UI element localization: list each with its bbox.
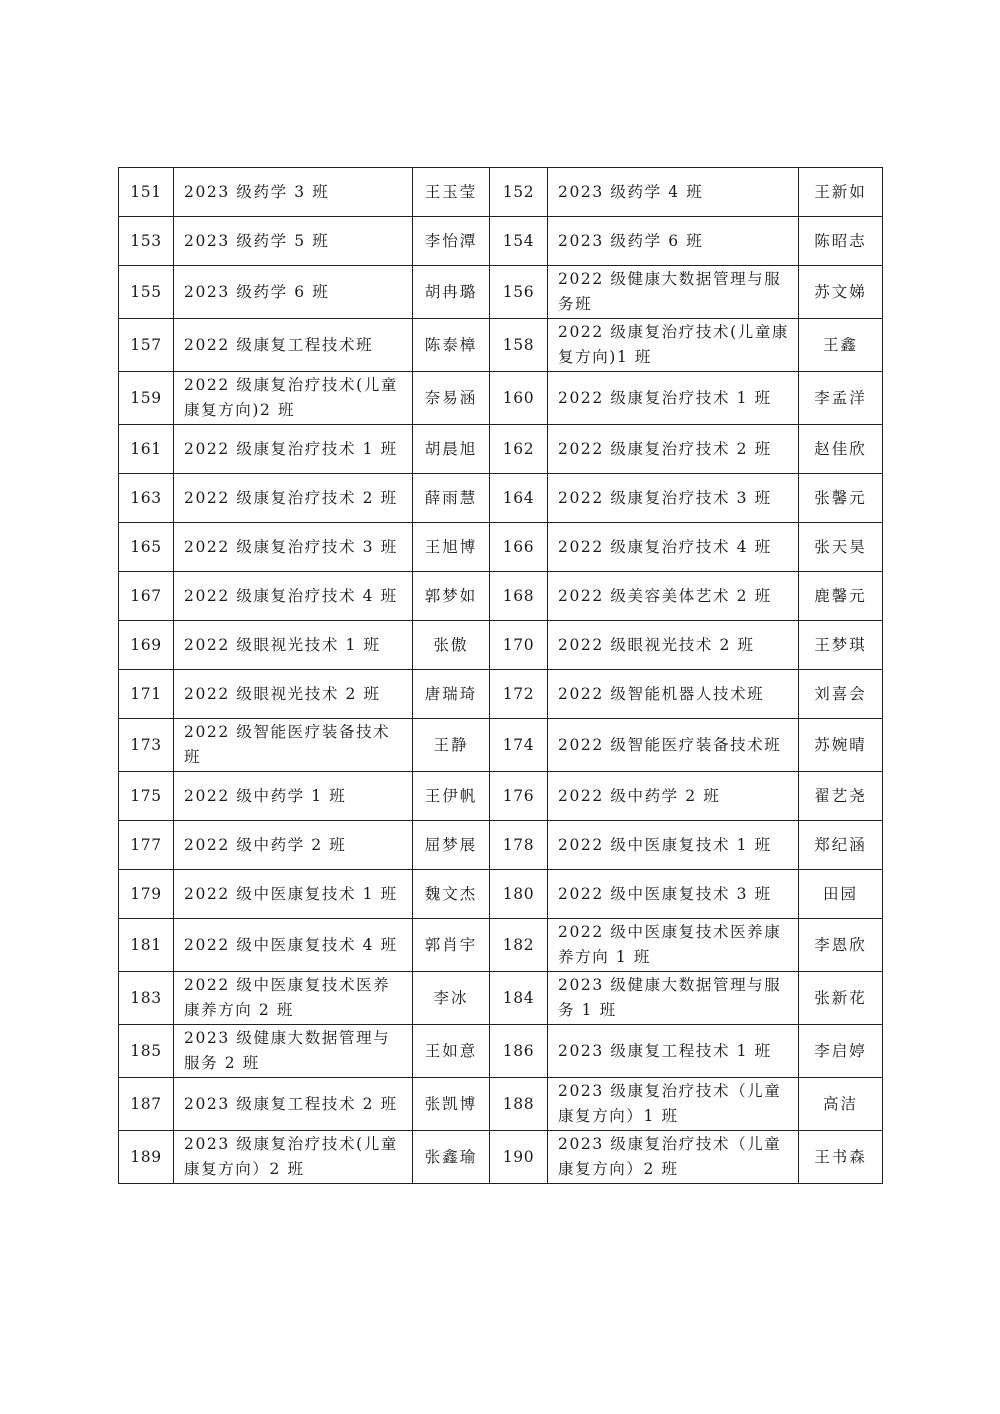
class-name-cell: 2022 级康复治疗技术 4 班	[548, 523, 799, 572]
row-number-cell: 185	[119, 1025, 174, 1078]
class-name-cell: 2023 级药学 3 班	[174, 168, 413, 217]
class-name-cell: 2022 级中医康复技术 1 班	[548, 821, 799, 870]
class-name-cell: 2022 级康复治疗技术(儿童康复方向)1 班	[548, 319, 799, 372]
row-number-cell: 168	[490, 572, 548, 621]
student-name-cell: 薛雨慧	[413, 474, 490, 523]
row-number-cell: 152	[490, 168, 548, 217]
row-number-cell: 167	[119, 572, 174, 621]
class-name-cell: 2022 级康复治疗技术(儿童康复方向)2 班	[174, 372, 413, 425]
class-name-cell: 2022 级中医康复技术医养康养方向 1 班	[548, 919, 799, 972]
class-name-cell: 2022 级康复治疗技术 3 班	[548, 474, 799, 523]
class-name-cell: 2023 级康复治疗技术（儿童康复方向）2 班	[548, 1131, 799, 1184]
student-name-cell: 屈梦展	[413, 821, 490, 870]
table-row	[119, 1131, 883, 1184]
class-name-cell: 2022 级智能机器人技术班	[548, 670, 799, 719]
row-number-cell: 174	[490, 719, 548, 772]
class-name-cell: 2022 级康复治疗技术 3 班	[174, 523, 413, 572]
class-name-cell: 2022 级康复治疗技术 1 班	[548, 372, 799, 425]
row-number-cell: 151	[119, 168, 174, 217]
table-row	[119, 719, 883, 772]
class-name-cell: 2022 级中药学 1 班	[174, 772, 413, 821]
class-name-cell: 2022 级眼视光技术 1 班	[174, 621, 413, 670]
table-row	[119, 523, 883, 572]
class-name-cell: 2022 级健康大数据管理与服务班	[548, 266, 799, 319]
class-name-cell: 2022 级中医康复技术 4 班	[174, 919, 413, 972]
row-number-cell: 156	[490, 266, 548, 319]
class-name-cell: 2023 级药学 6 班	[548, 217, 799, 266]
student-name-cell: 赵佳欣	[799, 425, 883, 474]
class-name-cell: 2023 级康复工程技术 2 班	[174, 1078, 413, 1131]
class-name-cell: 2023 级康复治疗技术（儿童康复方向）1 班	[548, 1078, 799, 1131]
class-name-cell: 2022 级康复工程技术班	[174, 319, 413, 372]
row-number-cell: 176	[490, 772, 548, 821]
class-name-cell: 2022 级美容美体艺术 2 班	[548, 572, 799, 621]
student-name-cell: 王玉莹	[413, 168, 490, 217]
student-name-cell: 张鑫瑜	[413, 1131, 490, 1184]
row-number-cell: 186	[490, 1025, 548, 1078]
student-name-cell: 王新如	[799, 168, 883, 217]
row-number-cell: 171	[119, 670, 174, 719]
row-number-cell: 188	[490, 1078, 548, 1131]
student-name-cell: 胡冉璐	[413, 266, 490, 319]
roster-body	[119, 168, 883, 1184]
row-number-cell: 182	[490, 919, 548, 972]
student-name-cell: 唐瑞琦	[413, 670, 490, 719]
table-row	[119, 870, 883, 919]
student-name-cell: 苏文娣	[799, 266, 883, 319]
row-number-cell: 183	[119, 972, 174, 1025]
table-row	[119, 972, 883, 1025]
row-number-cell: 163	[119, 474, 174, 523]
class-name-cell: 2022 级康复治疗技术 2 班	[548, 425, 799, 474]
student-name-cell: 张馨元	[799, 474, 883, 523]
student-name-cell: 李启婷	[799, 1025, 883, 1078]
student-name-cell: 张傲	[413, 621, 490, 670]
student-name-cell: 王如意	[413, 1025, 490, 1078]
student-name-cell: 李冰	[413, 972, 490, 1025]
student-name-cell: 田园	[799, 870, 883, 919]
row-number-cell: 179	[119, 870, 174, 919]
student-name-cell: 郭梦如	[413, 572, 490, 621]
class-name-cell: 2022 级中医康复技术医养康养方向 2 班	[174, 972, 413, 1025]
table-row	[119, 217, 883, 266]
student-name-cell: 魏文杰	[413, 870, 490, 919]
class-name-cell: 2022 级康复治疗技术 4 班	[174, 572, 413, 621]
class-name-cell: 2022 级康复治疗技术 2 班	[174, 474, 413, 523]
table-row	[119, 425, 883, 474]
row-number-cell: 162	[490, 425, 548, 474]
row-number-cell: 170	[490, 621, 548, 670]
student-name-cell: 李孟洋	[799, 372, 883, 425]
student-name-cell: 王静	[413, 719, 490, 772]
row-number-cell: 187	[119, 1078, 174, 1131]
table-row	[119, 266, 883, 319]
table-row	[119, 772, 883, 821]
class-name-cell: 2023 级健康大数据管理与服务 1 班	[548, 972, 799, 1025]
class-name-cell: 2022 级智能医疗装备技术班	[548, 719, 799, 772]
student-name-cell: 胡晨旭	[413, 425, 490, 474]
row-number-cell: 177	[119, 821, 174, 870]
class-name-cell: 2022 级康复治疗技术 1 班	[174, 425, 413, 474]
table-row	[119, 372, 883, 425]
row-number-cell: 178	[490, 821, 548, 870]
row-number-cell: 159	[119, 372, 174, 425]
student-name-cell: 王旭博	[413, 523, 490, 572]
table-row	[119, 572, 883, 621]
row-number-cell: 154	[490, 217, 548, 266]
row-number-cell: 189	[119, 1131, 174, 1184]
class-name-cell: 2023 级康复工程技术 1 班	[548, 1025, 799, 1078]
row-number-cell: 166	[490, 523, 548, 572]
student-name-cell: 高洁	[799, 1078, 883, 1131]
roster-table	[118, 167, 883, 1184]
class-name-cell: 2022 级中医康复技术 3 班	[548, 870, 799, 919]
class-name-cell: 2023 级药学 4 班	[548, 168, 799, 217]
student-name-cell: 张凯博	[413, 1078, 490, 1131]
student-name-cell: 王伊帆	[413, 772, 490, 821]
student-name-cell: 陈昭志	[799, 217, 883, 266]
row-number-cell: 175	[119, 772, 174, 821]
row-number-cell: 172	[490, 670, 548, 719]
table-row	[119, 821, 883, 870]
class-name-cell: 2023 级药学 5 班	[174, 217, 413, 266]
table-row	[119, 1025, 883, 1078]
class-name-cell: 2022 级眼视光技术 2 班	[174, 670, 413, 719]
row-number-cell: 184	[490, 972, 548, 1025]
row-number-cell: 157	[119, 319, 174, 372]
row-number-cell: 160	[490, 372, 548, 425]
student-name-cell: 刘喜会	[799, 670, 883, 719]
row-number-cell: 180	[490, 870, 548, 919]
class-name-cell: 2022 级中药学 2 班	[174, 821, 413, 870]
row-number-cell: 190	[490, 1131, 548, 1184]
class-name-cell: 2022 级智能医疗装备技术班	[174, 719, 413, 772]
row-number-cell: 155	[119, 266, 174, 319]
row-number-cell: 161	[119, 425, 174, 474]
row-number-cell: 158	[490, 319, 548, 372]
table-row	[119, 1078, 883, 1131]
row-number-cell: 173	[119, 719, 174, 772]
student-name-cell: 郭肖宇	[413, 919, 490, 972]
student-name-cell: 王书森	[799, 1131, 883, 1184]
student-name-cell: 王鑫	[799, 319, 883, 372]
class-name-cell: 2023 级健康大数据管理与服务 2 班	[174, 1025, 413, 1078]
table-row	[119, 319, 883, 372]
student-name-cell: 张天昊	[799, 523, 883, 572]
student-name-cell: 翟艺尧	[799, 772, 883, 821]
class-name-cell: 2023 级药学 6 班	[174, 266, 413, 319]
row-number-cell: 169	[119, 621, 174, 670]
student-name-cell: 张新花	[799, 972, 883, 1025]
table-row	[119, 474, 883, 523]
table-row	[119, 168, 883, 217]
student-name-cell: 李怡潭	[413, 217, 490, 266]
row-number-cell: 181	[119, 919, 174, 972]
class-name-cell: 2022 级中药学 2 班	[548, 772, 799, 821]
table-row	[119, 670, 883, 719]
student-name-cell: 王梦琪	[799, 621, 883, 670]
class-name-cell: 2023 级康复治疗技术(儿童康复方向）2 班	[174, 1131, 413, 1184]
student-name-cell: 陈泰樟	[413, 319, 490, 372]
student-name-cell: 鹿馨元	[799, 572, 883, 621]
class-name-cell: 2022 级眼视光技术 2 班	[548, 621, 799, 670]
row-number-cell: 164	[490, 474, 548, 523]
student-name-cell: 奈易涵	[413, 372, 490, 425]
student-name-cell: 苏婉晴	[799, 719, 883, 772]
class-name-cell: 2022 级中医康复技术 1 班	[174, 870, 413, 919]
student-name-cell: 郑纪涵	[799, 821, 883, 870]
student-name-cell: 李恩欣	[799, 919, 883, 972]
table-row	[119, 919, 883, 972]
row-number-cell: 165	[119, 523, 174, 572]
table-row	[119, 621, 883, 670]
row-number-cell: 153	[119, 217, 174, 266]
